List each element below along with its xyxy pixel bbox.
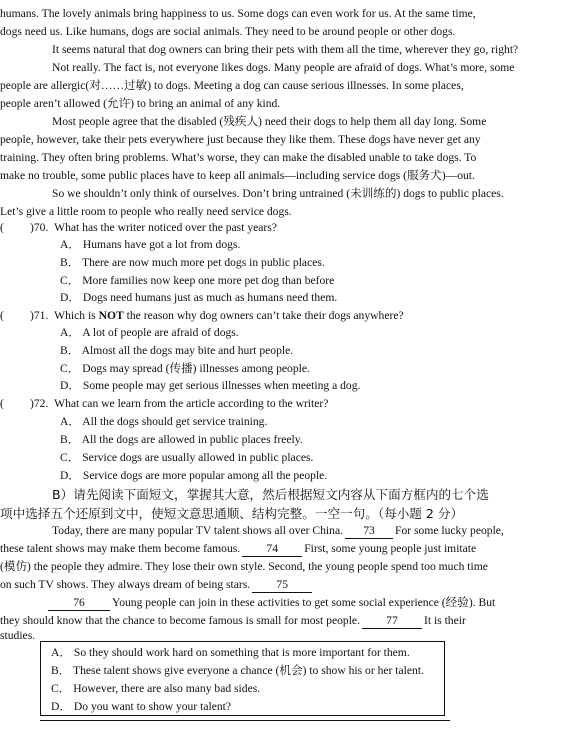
blank-73[interactable]: 73 xyxy=(345,524,393,539)
box-option-b[interactable]: B． These talent shows give everyone a chance (机会) to show his or her talent. xyxy=(51,664,424,677)
question-72-option-d[interactable]: D． Service dogs are more popular among all the people. xyxy=(60,469,328,482)
question-72-option-a[interactable]: A． All the dogs should get service training. xyxy=(60,415,268,428)
passage-line: Not really. The fact is, not everyone likes dogs. Many people are afraid of dogs. What’s more, some xyxy=(52,61,515,74)
question-71-option-a[interactable]: A． A lot of people are afraid of dogs. xyxy=(60,326,239,339)
passage-b-line: 76 Young people can join in these activities to get some social experience (经验). But xyxy=(46,595,495,611)
blank-76[interactable]: 76 xyxy=(48,596,110,611)
passage-line: humans. The lovely animals bring happiness to us. Some dogs can even work for us. At the same time, xyxy=(0,7,476,20)
passage-line: people, however, take their pets everywhere just because they like them. These dogs have never get any xyxy=(0,133,481,146)
passage-line: people are allergic(对……过敏) to dogs. Meeting a dog can cause serious illnesses. In some places, xyxy=(0,79,464,92)
passage-line: So we shouldn’t only think of ourselves. Don’t bring untrained (未训练的) dogs to public places. xyxy=(52,187,504,200)
section-b-instruction: B）请先阅读下面短文，掌握其大意，然后根据短文内容从下面方框内的七个选 xyxy=(52,487,489,502)
box-option-a[interactable]: A． So they should work hard on something that is more important for them. xyxy=(51,646,410,659)
question-71-option-d[interactable]: D． Some people may get serious illnesses when meeting a dog. xyxy=(60,379,361,392)
passage-b-line: studies. xyxy=(0,629,36,642)
question-71-option-b[interactable]: B． Almost all the dogs may bite and hurt people. xyxy=(60,344,294,357)
options-box xyxy=(40,641,445,716)
passage-b-line: on such TV shows. They always dream of being stars. 75 xyxy=(0,577,314,593)
box-option-c[interactable]: C． However, there are also many bad sides. xyxy=(51,682,261,695)
passage-b-line: these talent shows may make them become famous. 74 First, some young people just imitate xyxy=(0,542,477,555)
passage-line: It seems natural that dog owners can bring their pets with them all the time, wherever they go, right? xyxy=(52,43,519,56)
blank-77[interactable]: 77 xyxy=(362,614,422,629)
question-72-option-c[interactable]: C． Service dogs are usually allowed in public places. xyxy=(60,451,314,464)
question-70-option-d[interactable]: D． Dogs need humans just as much as humans need them. xyxy=(60,291,338,304)
section-b-instruction: 项中选择五个还原到文中，使短文意思通顺、结构完整。一空一句。（每小题 2 分） xyxy=(0,506,464,521)
blank-75[interactable]: 75 xyxy=(252,578,312,593)
passage-line: training. They often bring problems. What’s worse, they can make the disabled unable to take dogs. To xyxy=(0,151,477,164)
passage-line: dogs need us. Like humans, dogs are social animals. They need to be around people or other dogs. xyxy=(0,25,456,38)
passage-line: Let’s give a little room to people who really need service dogs. xyxy=(0,205,292,218)
question-70-stem: ( )70. What has the writer noticed over the past years? xyxy=(0,221,277,234)
blank-74[interactable]: 74 xyxy=(242,542,302,557)
question-72-option-b[interactable]: B． All the dogs are allowed in public places freely. xyxy=(60,433,303,446)
divider xyxy=(40,720,450,721)
passage-b-line: (模仿) the people they admire. They lose their own style. Second, the young people spend too much time xyxy=(0,560,488,573)
question-70-option-a[interactable]: A． Humans have got a lot from dogs. xyxy=(60,238,241,251)
passage-line: people aren’t allowed (允许) to bring an animal of any kind. xyxy=(0,97,281,110)
question-72-stem: ( )72. What can we learn from the article according to the writer? xyxy=(0,397,329,410)
question-71-option-c[interactable]: C． Dogs may spread (传播) illnesses among people. xyxy=(60,362,310,375)
passage-line: make no trouble, some public places have to keep all animals—including service dogs (服务犬)—out. xyxy=(0,169,475,182)
passage-line: Most people agree that the disabled (残疾人) need their dogs to help them all day long. Some xyxy=(52,115,487,128)
question-71-stem: ( )71. Which is NOT the reason why dog owners can’t take their dogs anywhere? xyxy=(0,309,404,322)
passage-b-line: they should know that the chance to become famous is small for most people. 77 It is their xyxy=(0,614,466,627)
question-70-option-b[interactable]: B． There are now much more pet dogs in public places. xyxy=(60,256,325,269)
question-70-option-c[interactable]: C． More families now keep one more pet dog than before xyxy=(60,274,335,287)
box-option-d[interactable]: D． Do you want to show your talent? xyxy=(51,700,232,713)
passage-b-line: Today, there are many popular TV talent shows all over China. 73 For some lucky people, xyxy=(52,524,504,537)
